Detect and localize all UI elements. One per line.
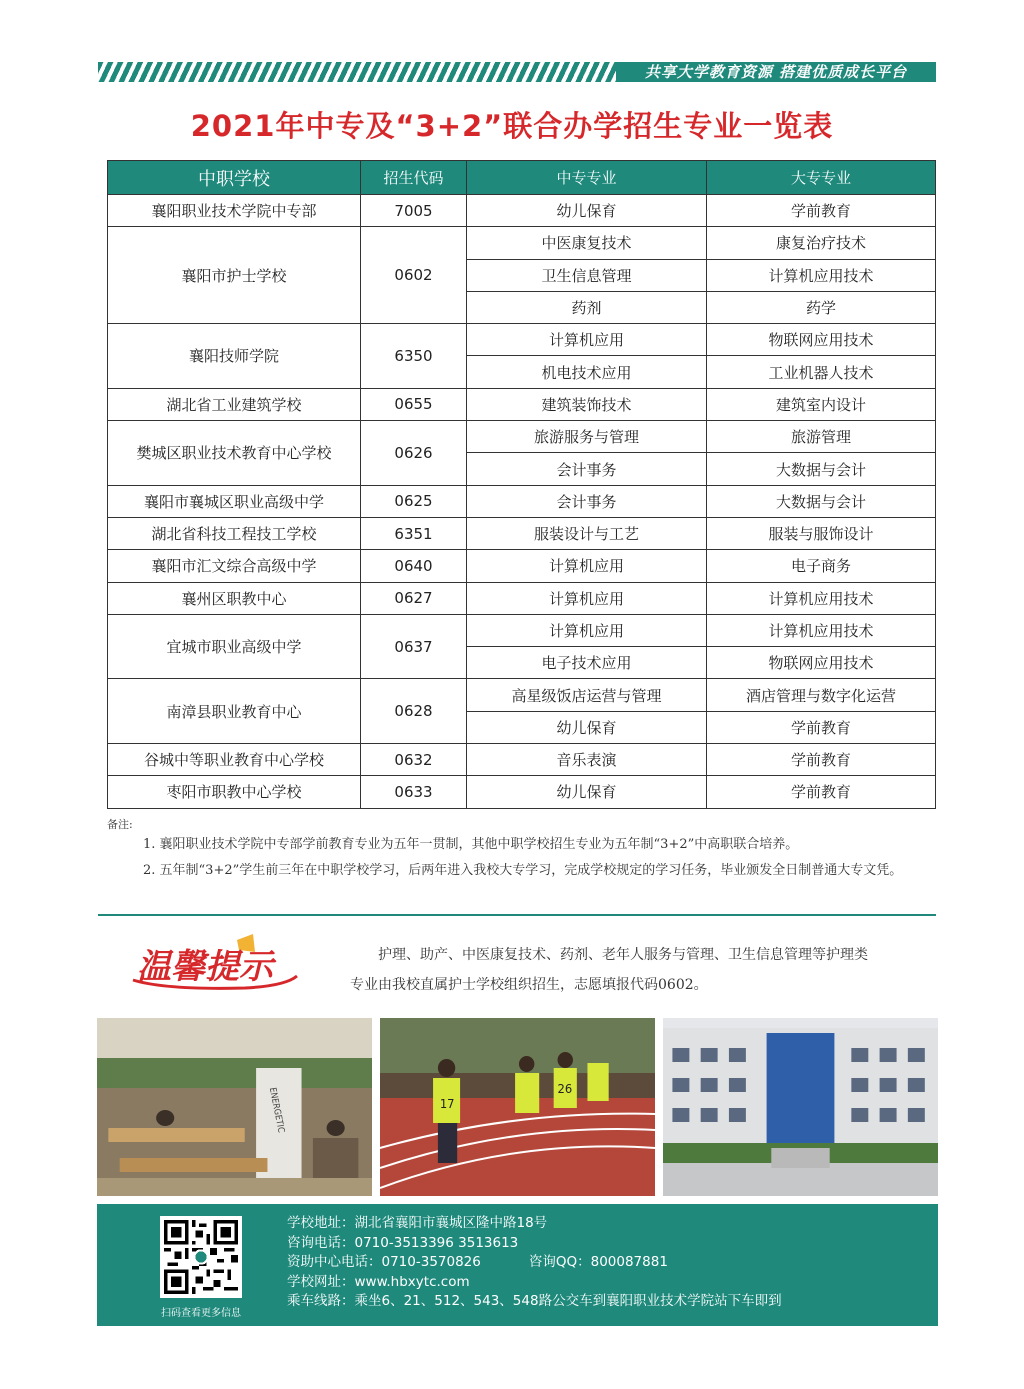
notes-label: 备注: [107,818,133,831]
enrollment-code-cell: 0602 [361,227,467,324]
college-major-cell: 电子商务 [707,550,936,582]
photo-bib-26: 26 [557,1081,573,1097]
enrollment-code-cell: 6350 [361,324,467,389]
secondary-major-cell: 幼儿保育 [467,776,707,808]
header-code: 招生代码 [361,161,467,195]
aid-phone: 资助中心电话：0710-3570826 [287,1254,481,1270]
school-name-cell: 襄阳市护士学校 [108,227,361,324]
college-major-cell: 学前教育 [707,744,936,776]
school-name-cell: 襄阳职业技术学院中专部 [108,195,361,227]
table-row [108,582,936,614]
tip-text [350,940,940,1000]
school-name-cell: 湖北省科技工程技工学校 [108,517,361,549]
college-major-cell: 大数据与会计 [707,453,936,485]
table-body [108,195,936,809]
secondary-major-cell: 会计事务 [467,453,707,485]
header-school: 中职学校 [108,161,361,195]
qr-caption: 扫码查看更多信息 [161,1308,241,1319]
table-row [108,517,936,549]
college-major-cell: 计算机应用技术 [707,259,936,291]
enrollment-code-cell: 0628 [361,679,467,744]
photo-canteen-sign: ENERGETIC [266,1086,287,1134]
table-row [108,227,936,259]
school-name-cell: 襄阳市襄城区职业高级中学 [108,485,361,517]
college-major-cell: 建筑室内设计 [707,388,936,420]
table-row [108,614,936,646]
photo-strip [97,1018,938,1196]
secondary-major-cell: 服装设计与工艺 [467,517,707,549]
college-major-cell: 学前教育 [707,711,936,743]
school-name-cell: 谷城中等职业教育中心学校 [108,744,361,776]
header-secondary-major: 中专专业 [467,161,707,195]
note-item-1: 1. 襄阳职业技术学院中专部学前教育专业为五年一贯制，其他中职学校招生专业为五年制“3+2”中高职联合培养。 [143,837,799,852]
note-item-2: 2. 五年制“3+2”学生前三年在中职学校学习，后两年进入我校大专学习，完成学校规定的学习任务，毕业颁发全日制普通大专文凭。 [143,863,903,878]
bus-route: 乘车线路：乘坐6、21、512、543、548路公交车到襄阳职业技术学院站下车即到 [287,1293,782,1309]
school-name-cell: 宜城市职业高级中学 [108,614,361,679]
table-header-row [108,161,936,195]
secondary-major-cell: 电子技术应用 [467,647,707,679]
school-name-cell: 枣阳市职教中心学校 [108,776,361,808]
secondary-major-cell: 计算机应用 [467,550,707,582]
table-row [108,195,936,227]
college-major-cell: 药学 [707,291,936,323]
college-major-cell: 服装与服饰设计 [707,517,936,549]
college-major-cell: 物联网应用技术 [707,324,936,356]
secondary-major-cell: 幼儿保育 [467,711,707,743]
header-slogan: 共享大学教育资源 搭建优质成长平台 [616,62,936,82]
warm-tip-logo [125,930,305,1000]
table-row [108,388,936,420]
school-name-cell: 樊城区职业技术教育中心学校 [108,421,361,486]
college-major-cell: 学前教育 [707,195,936,227]
secondary-major-cell: 机电技术应用 [467,356,707,388]
enrollment-code-cell: 7005 [361,195,467,227]
secondary-major-cell: 计算机应用 [467,324,707,356]
secondary-major-cell: 药剂 [467,291,707,323]
table-row [108,679,936,711]
header-bar [98,62,936,82]
secondary-major-cell: 计算机应用 [467,614,707,646]
photo-canteen [97,1018,372,1196]
college-major-cell: 物联网应用技术 [707,647,936,679]
college-major-cell: 酒店管理与数字化运营 [707,679,936,711]
aid-contact-line [287,1253,782,1273]
table-row [108,550,936,582]
page-title: 2021年中专及“3+2”联合办学招生专业一览表 [190,109,834,143]
secondary-major-cell: 中医康复技术 [467,227,707,259]
secondary-major-cell: 卫生信息管理 [467,259,707,291]
tip-line-1: 护理、助产、中医康复技术、药剂、老年人服务与管理、卫生信息管理等护理类 [378,947,868,963]
secondary-major-cell: 会计事务 [467,485,707,517]
school-name-cell: 襄阳市汇文综合高级中学 [108,550,361,582]
enrollment-code-cell: 0626 [361,421,467,486]
header-college-major: 大专专业 [707,161,936,195]
enrollment-code-cell: 0633 [361,776,467,808]
enrollment-table [107,160,936,809]
secondary-major-cell: 计算机应用 [467,582,707,614]
consult-qq: 咨询QQ：800087881 [528,1254,668,1270]
school-name-cell: 南漳县职业教育中心 [108,679,361,744]
footer [97,1204,938,1326]
college-major-cell: 计算机应用技术 [707,582,936,614]
photo-bib-17: 17 [439,1096,455,1112]
school-website[interactable]: 学校网址：www.hbxytc.com [287,1273,470,1290]
college-major-cell: 计算机应用技术 [707,614,936,646]
secondary-major-cell: 幼儿保育 [467,195,707,227]
table-row [108,776,936,808]
table-row [108,421,936,453]
section-divider [98,914,936,916]
contact-info [287,1214,782,1312]
secondary-major-cell: 高星级饭店运营与管理 [467,679,707,711]
college-major-cell: 旅游管理 [707,421,936,453]
photo-campus-building [663,1018,938,1196]
enrollment-code-cell: 0625 [361,485,467,517]
college-major-cell: 大数据与会计 [707,485,936,517]
enrollment-code-cell: 0655 [361,388,467,420]
enrollment-code-cell: 0627 [361,582,467,614]
school-name-cell: 襄阳技师学院 [108,324,361,389]
school-address: 学校地址：湖北省襄阳市襄城区隆中路18号 [287,1215,548,1231]
secondary-major-cell: 音乐表演 [467,744,707,776]
college-major-cell: 学前教育 [707,776,936,808]
school-name-cell: 襄州区职教中心 [108,582,361,614]
secondary-major-cell: 建筑装饰技术 [467,388,707,420]
qr-code[interactable] [160,1216,242,1298]
table-row [108,744,936,776]
school-name-cell: 湖北省工业建筑学校 [108,388,361,420]
enrollment-code-cell: 0640 [361,550,467,582]
college-major-cell: 康复治疗技术 [707,227,936,259]
notes-section [107,818,935,884]
photo-running-track [380,1018,655,1196]
secondary-major-cell: 旅游服务与管理 [467,421,707,453]
enrollment-code-cell: 0632 [361,744,467,776]
enrollment-code-cell: 6351 [361,517,467,549]
warm-tip-logo-text: 温馨提示 [137,947,273,987]
tip-line-2: 专业由我校直属护士学校组织招生，志愿填报代码0602。 [350,977,708,993]
enrollment-code-cell: 0637 [361,614,467,679]
table-row [108,324,936,356]
header-stripes [98,62,616,82]
table-row [108,485,936,517]
consult-phone: 咨询电话：0710-3513396 3513613 [287,1234,519,1251]
college-major-cell: 工业机器人技术 [707,356,936,388]
